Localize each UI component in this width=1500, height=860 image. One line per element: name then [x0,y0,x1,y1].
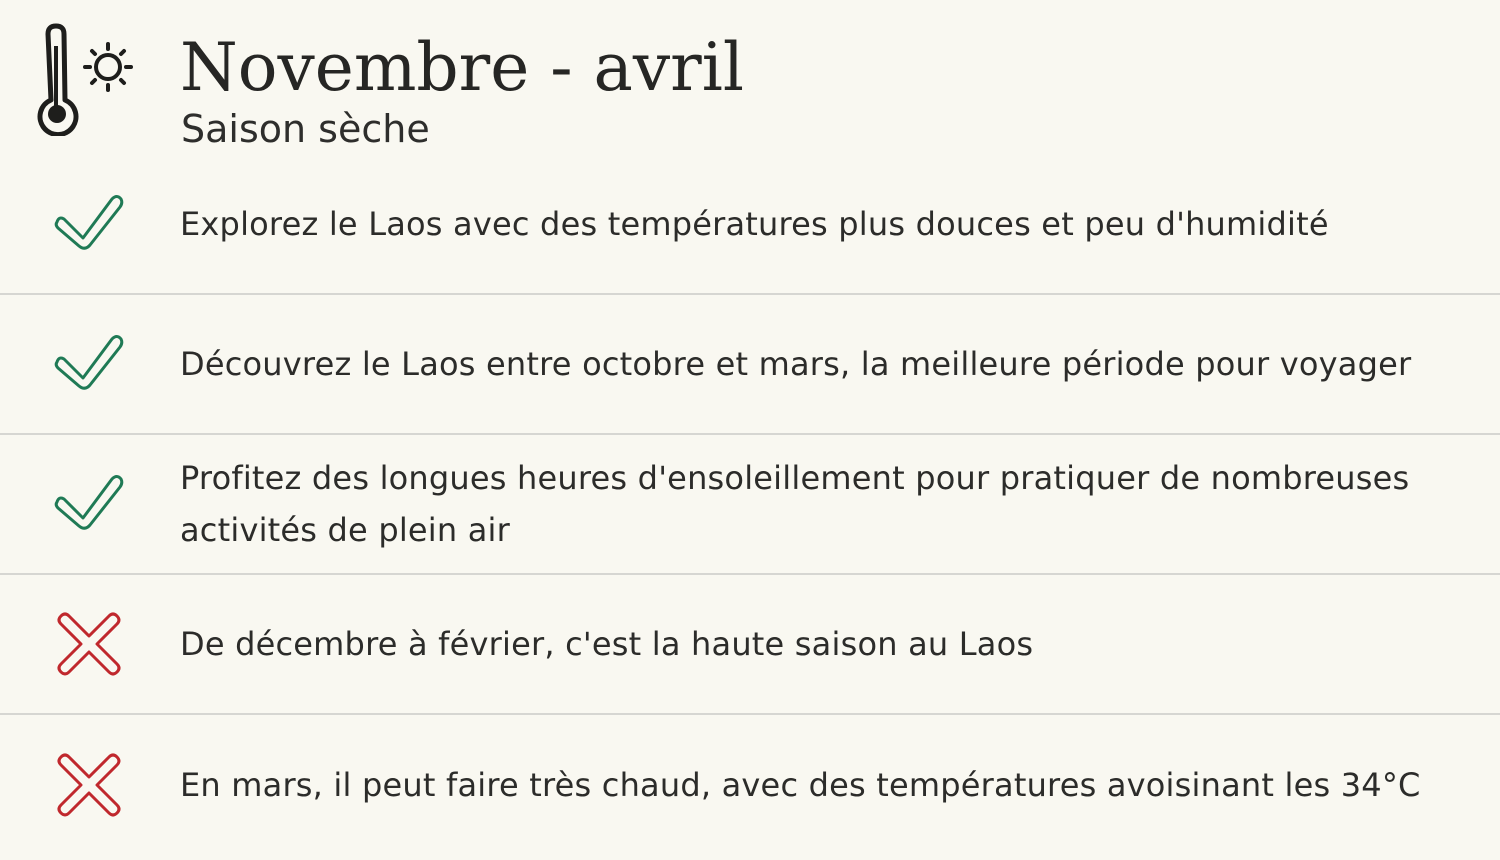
pro-item [0,295,1500,435]
cross-icon [54,612,124,676]
pro-item [0,435,1500,575]
season-header [0,0,1500,160]
con-item [0,575,1500,715]
checkmark-icon [54,192,124,256]
season-subtitle: Saison sèche [181,107,430,151]
item-text: Profitez des longues heures d'ensoleillement pour pratiquer de nombreuses activités de plein air [180,459,1410,549]
season-title: Novembre - avril [180,29,744,106]
item-text: Découvrez le Laos entre octobre et mars, la meilleure période pour voyager [180,345,1412,383]
pros-cons-list [0,155,1500,855]
item-text: Explorez le Laos avec des températures plus douces et peu d'humidité [180,205,1329,243]
item-text: De décembre à février, c'est la haute saison au Laos [180,625,1034,663]
checkmark-icon [54,332,124,396]
con-item [0,715,1500,855]
pro-item [0,155,1500,295]
thermometer-sun-icon [36,22,136,136]
checkmark-icon [54,472,124,536]
item-text: En mars, il peut faire très chaud, avec des températures avoisinant les 34°C [180,766,1421,804]
cross-icon [54,753,124,817]
